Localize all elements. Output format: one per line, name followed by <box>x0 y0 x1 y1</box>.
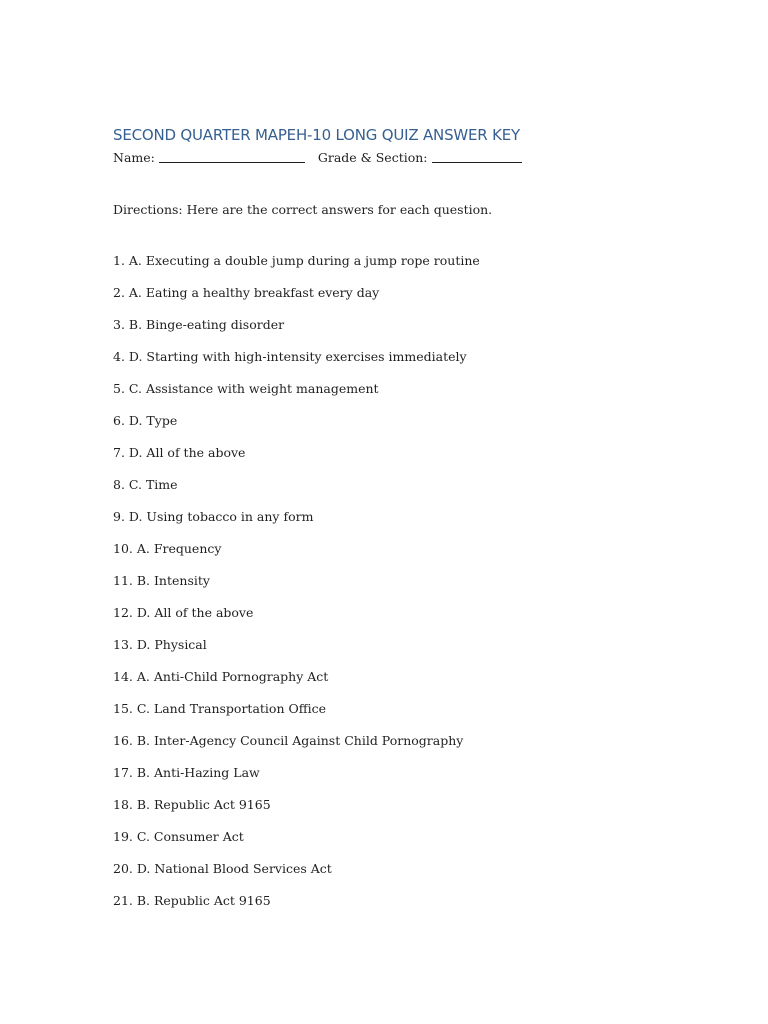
answer-item: 5. C. Assistance with weight management <box>113 381 379 396</box>
answer-item: 10. A. Frequency <box>113 541 222 556</box>
document-title: SECOND QUARTER MAPEH-10 LONG QUIZ ANSWER KEY <box>113 126 520 144</box>
grade-section-blank <box>432 150 522 163</box>
answer-item: 15. C. Land Transportation Office <box>113 701 327 716</box>
name-grade-line <box>113 150 522 165</box>
answer-item: 20. D. National Blood Services Act <box>113 861 332 876</box>
answer-item: 17. B. Anti-Hazing Law <box>113 765 260 780</box>
name-blank <box>159 150 305 163</box>
answer-item: 11. B. Intensity <box>113 573 210 588</box>
answer-item: 16. B. Inter-Agency Council Against Child Pornography <box>113 733 464 748</box>
answer-item: 9. D. Using tobacco in any form <box>113 509 314 524</box>
directions-text: Directions: Here are the correct answers for each question. <box>113 202 493 217</box>
name-label: Name: <box>113 150 155 165</box>
answer-item: 6. D. Type <box>113 413 178 428</box>
answer-item: 14. A. Anti-Child Pornography Act <box>113 669 329 684</box>
answer-list <box>113 252 480 924</box>
answer-item: 8. C. Time <box>113 477 178 492</box>
answer-item: 2. A. Eating a healthy breakfast every day <box>113 285 380 300</box>
answer-item: 1. A. Executing a double jump during a jump rope routine <box>113 253 480 268</box>
answer-item: 3. B. Binge-eating disorder <box>113 317 285 332</box>
answer-item: 18. B. Republic Act 9165 <box>113 797 271 812</box>
answer-item: 4. D. Starting with high-intensity exercises immediately <box>113 349 467 364</box>
answer-item: 7. D. All of the above <box>113 445 246 460</box>
answer-item: 13. D. Physical <box>113 637 207 652</box>
answer-item: 19. C. Consumer Act <box>113 829 244 844</box>
grade-section-label: Grade & Section: <box>317 150 428 165</box>
answer-item: 21. B. Republic Act 9165 <box>113 893 271 908</box>
answer-item: 12. D. All of the above <box>113 605 254 620</box>
